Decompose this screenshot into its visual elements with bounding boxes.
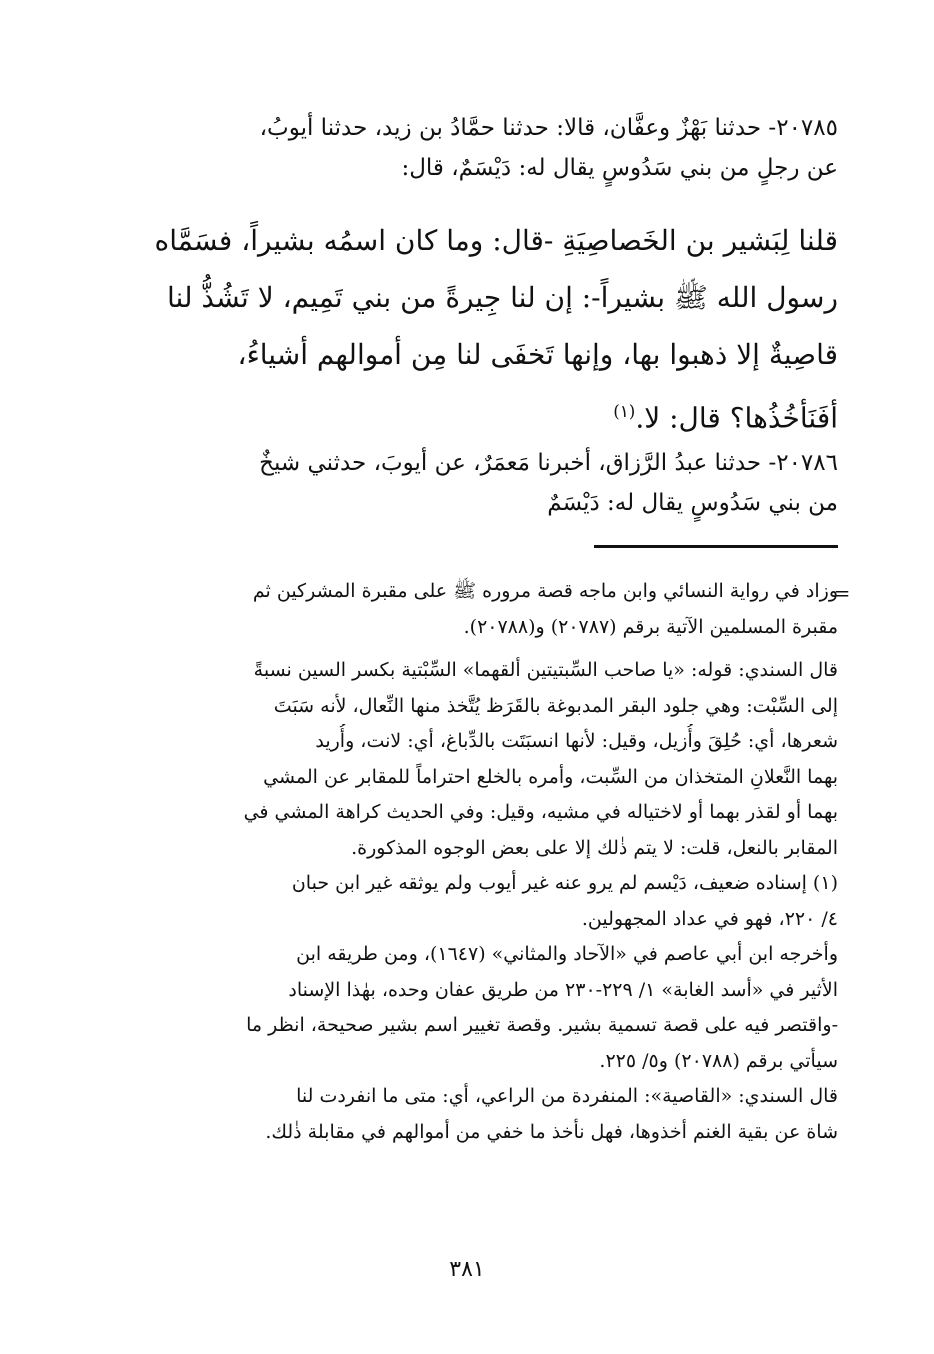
text-line xyxy=(132,383,838,446)
text-line: من بني سَدُوسٍ يقال له: دَيْسَمٌ xyxy=(547,490,838,516)
footnote-separator xyxy=(594,545,838,548)
text-line: ٢٠٧٨٦- حدثنا عبدُ الرَّزاق، أخبرنا مَعمَرٌ، عن أيوبَ، حدثني شيخٌ xyxy=(259,450,838,476)
footnote-marker[interactable]: (١) xyxy=(613,401,636,421)
text-line: سيأتي برقم (٢٠٧٨٨) و٥/ ٢٢٥. xyxy=(599,1049,838,1072)
text-line: إلى السِّبْت: وهي جلود البقر المدبوغة بالقَرَظ يُتَّخذ منها النِّعال، لأنه سَبَتَ xyxy=(273,694,838,717)
text-line: مقبرة المسلمين الآتية برقم (٢٠٧٨٧) و(٢٠٧٨٨). xyxy=(463,615,838,638)
text-line: ٢٠٧٨٥- حدثنا بَهْزٌ وعفَّان، قالا: حدثنا حمَّادُ بن زيد، حدثنا أيوبُ، xyxy=(259,115,838,141)
text-line: وزاد في رواية النسائي وابن ماجه قصة مروره ﷺ على مقبرة المشركين ثم xyxy=(252,580,838,602)
text-line: بهما أو لقذر بهما أو لاختياله في مشيه، وقيل: وفي الحديث كراهة المشي في xyxy=(243,801,838,823)
text-line: قلنا لِبَشير بن الخَصاصِيَةِ -قال: وما كان اسمُه بشيراً، فسَمَّاه xyxy=(154,224,838,257)
text-line: قال السندي: قوله: «يا صاحب السِّبتيتين ألقهما» السِّبْتية بكسر السين نسبةً xyxy=(253,659,838,681)
text-line: رسول الله ﷺ بشيراً-: إن لنا جِيرةً من بني تَمِيم، لا تَشُذُّ لنا xyxy=(166,281,838,314)
footnote-paragraph xyxy=(132,866,838,937)
text-line: شاة عن بقية الغنم أخذوها، فهل نأخذ ما خفي من أموالهم في مقابلة ذٰلك. xyxy=(265,1120,838,1143)
text-line: شعرها، أي: حُلِقَ وأُزيل، وقيل: لأنها انسبَتَت بالدِّباغ، أي: لانت، وأُريد xyxy=(315,730,838,752)
text-line: بهما النَّعلانِ المتخذان من السِّبت، وأمره بالخلع احتراماً للمقابر عن المشي xyxy=(263,765,838,788)
text-line: -واقتصر فيه على قصة تسمية بشير. وقصة تغيير اسم بشير صحيحة، انظر ما xyxy=(246,1014,838,1036)
text-line: عن رجلٍ من بني سَدُوسٍ يقال له: دَيْسَمٌ، قال: xyxy=(401,155,838,181)
footnote-paragraph xyxy=(132,653,838,866)
text-line: (١) إسناده ضعيف، دَيْسم لم يرو عنه غير أيوب ولم يوثقه غير ابن حبان xyxy=(291,872,838,894)
hadith-20785-matn xyxy=(132,212,838,446)
text-line: ٤/ ٢٢٠، فهو في عداد المجهولين. xyxy=(581,907,838,930)
footnote-paragraph xyxy=(132,937,838,1079)
hadith-20785-header xyxy=(132,108,838,188)
text-line: الأثير في «أسد الغابة» ١/ ٢٢٩-٢٣٠ من طريق عفان وحده، بهٰذا الإسناد xyxy=(288,978,838,1001)
footnote-paragraph xyxy=(132,1079,838,1150)
page-number: ٣٨١ xyxy=(449,1257,485,1282)
continuation-mark: = xyxy=(833,581,851,605)
hadith-20786-header xyxy=(132,443,838,523)
text-segment: أفَنَأخُذُها؟ قال: لا. xyxy=(635,401,838,435)
text-line: المقابر بالنعل، قلت: لا يتم ذٰلك إلا على بعض الوجوه المذكورة. xyxy=(351,836,838,859)
text-line: وأخرجه ابن أبي عاصم في «الآحاد والمثاني» (١٦٤٧)، ومن طريقه ابن xyxy=(296,943,838,965)
text-line: قاصِيةٌ إلا ذهبوا بها، وإنها تَخفَى لنا مِن أموالهم أشياءُ، xyxy=(237,338,838,371)
text-line: قال السندي: «القاصية»: المنفردة من الراعي، أي: متى ما انفردت لنا xyxy=(296,1085,838,1107)
footnotes xyxy=(132,574,838,1150)
footnote-paragraph xyxy=(132,574,838,645)
